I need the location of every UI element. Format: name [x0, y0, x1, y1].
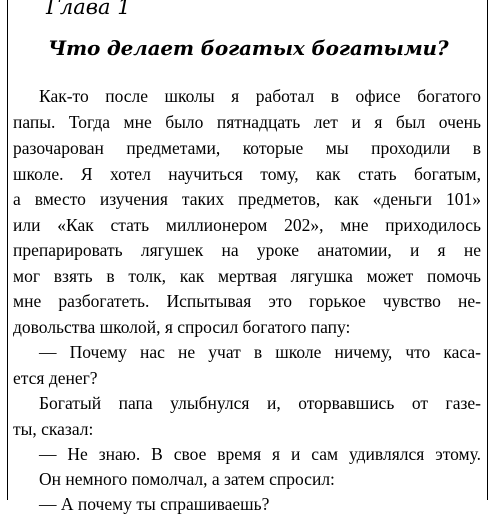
paragraph-line: разочарован предметами, которые мы проходили в — [13, 138, 481, 158]
dialogue-line: — Почему нас не учат в школе ничему, что каса- — [39, 342, 481, 362]
paragraph-line: Богатый папа улыбнулся и, оторвавшись от газе- — [39, 393, 481, 413]
dialogue-line: — Не знаю. В свое время я и сам удивлялся этому. — [39, 444, 481, 464]
paragraph-line: или «Как стать миллионером 202», мне приходилось — [13, 215, 481, 235]
paragraph-line: мог взять в толк, как мертвая лягушка может помочь — [13, 266, 481, 286]
paragraph-line: Он немного помолчал, а затем спросил: — [39, 469, 335, 489]
paragraph-line: ты, сказал: — [13, 419, 94, 439]
dialogue-line: — А почему ты спрашиваешь? — [39, 494, 270, 514]
paragraph-line: Как-то после школы я работал в офисе богатого — [39, 86, 481, 106]
paragraph-line: школе. Я хотел научиться тому, как стать богатым, — [13, 164, 481, 184]
paragraph-line: а вместо изучения таких предметов, как «деньги 101» — [13, 189, 481, 209]
chapter-title: Что делает богатых богатыми? — [48, 36, 449, 60]
paragraph-line: папы. Тогда мне было пятнадцать лет и я был очень — [13, 112, 481, 132]
paragraph-line: препарировать лягушек на уроке анатомии, и я не — [13, 240, 481, 260]
dialogue-line: ется денег? — [13, 368, 98, 388]
paragraph-line: довольства школой, я спросил богатого папу: — [13, 317, 351, 337]
paragraph-line: мне разбогатеть. Испытывая это горькое чувство не- — [13, 291, 481, 311]
chapter-heading: Глава 1 — [46, 0, 131, 19]
